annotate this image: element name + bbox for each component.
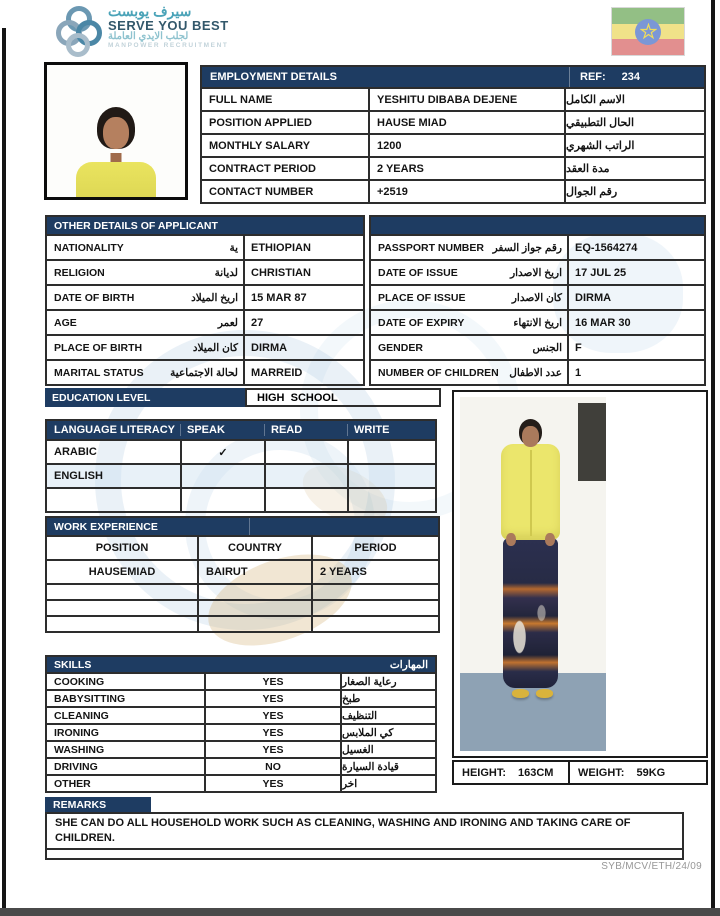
table-row <box>47 259 363 284</box>
field-label: CONTACT NUMBER <box>209 185 314 198</box>
height-field <box>454 762 570 783</box>
column-header: WRITE <box>347 424 435 436</box>
remarks-header: REMARKS <box>45 797 151 812</box>
figure-yellow-cardigan <box>501 444 560 540</box>
field-label: GENDER الجنس <box>378 341 562 354</box>
right-border-line <box>711 0 715 908</box>
star-icon <box>640 23 657 40</box>
field-value: ETHIOPIAN <box>243 236 363 259</box>
field-value: EQ-1564274 <box>567 236 704 259</box>
language-name: ENGLISH <box>54 470 103 482</box>
read-cell <box>264 489 347 511</box>
skill-label: OTHER <box>54 777 91 790</box>
table-row <box>47 439 435 463</box>
country-cell <box>197 601 311 615</box>
weight-value: 59KG <box>636 766 666 779</box>
field-arabic-label: اريخ الاصدار <box>510 266 562 279</box>
skill-arabic-label: الغسيل <box>340 742 435 757</box>
field-arabic-label: اريخ الميلاد <box>191 291 238 304</box>
country-cell <box>197 617 311 631</box>
write-cell <box>347 465 435 487</box>
table-row <box>47 359 363 384</box>
table-row <box>371 309 704 334</box>
skill-arabic-label: التنظيف <box>340 708 435 723</box>
table-row <box>47 334 363 359</box>
field-value: 1 <box>567 361 704 384</box>
field-value: DIRMA <box>243 336 363 359</box>
position-cell <box>47 585 197 599</box>
speak-checkmark: ✓ <box>180 441 264 463</box>
speak-cell <box>180 465 264 487</box>
field-value: F <box>567 336 704 359</box>
figure-face <box>522 426 539 447</box>
skill-value: NO <box>204 759 340 774</box>
height-label: HEIGHT: <box>462 766 506 779</box>
height-value: 163CM <box>518 766 554 779</box>
column-header: COUNTRY <box>197 537 311 559</box>
figure-sandal <box>512 689 529 698</box>
field-value: 27 <box>243 311 363 334</box>
column-header: READ <box>264 424 347 436</box>
field-label: MONTHLY SALARY <box>209 139 311 152</box>
skill-value: YES <box>204 674 340 689</box>
skill-label: COOKING <box>54 675 105 688</box>
country-cell <box>197 585 311 599</box>
weight-label: WEIGHT: <box>578 766 625 779</box>
logo-ring <box>66 33 90 57</box>
education-level-value: HIGH SCHOOL <box>245 388 441 407</box>
period-cell <box>311 601 438 615</box>
headshot-face <box>103 117 129 149</box>
section-title: EMPLOYMENT DETAILS <box>210 71 337 83</box>
field-arabic-label: رقم الجوال <box>564 181 704 202</box>
field-arabic-label: كان الاصدار <box>511 291 562 304</box>
field-arabic-label: مدة العقد <box>564 158 704 179</box>
field-label: DATE OF EXPIRY اريخ الانتهاء <box>378 316 562 329</box>
skill-label: DRIVING <box>54 760 98 773</box>
country-cell: BAIRUT <box>197 561 311 583</box>
field-arabic-label: الراتب الشهري <box>564 135 704 156</box>
language-name: ARABIC <box>54 446 97 458</box>
skill-arabic-label: قيادة السيارة <box>340 759 435 774</box>
other-details-header-continued <box>371 217 704 234</box>
field-value: 1200 <box>368 135 564 156</box>
other-details-right-table <box>369 215 706 386</box>
table-row <box>47 615 438 631</box>
table-row <box>47 689 435 706</box>
remarks-empty-row <box>47 850 682 858</box>
ref-value: 234 <box>621 71 641 83</box>
left-border-line <box>2 28 6 908</box>
table-row <box>371 259 704 284</box>
header-divider <box>249 518 250 535</box>
flag-star-emblem <box>635 19 661 45</box>
skill-arabic-label: كي الملابس <box>340 725 435 740</box>
field-arabic-label: كان الميلاد <box>192 341 238 354</box>
column-header: SPEAK <box>180 424 264 436</box>
table-row <box>371 334 704 359</box>
field-arabic-label: ية <box>229 241 238 254</box>
table-row <box>202 133 704 156</box>
document-reference-code: SYB/MCV/ETH/24/09 <box>601 861 702 872</box>
remarks-box <box>45 812 684 860</box>
table-row <box>202 87 704 110</box>
column-header: LANGUAGE LITERACY <box>54 424 175 436</box>
table-row <box>202 110 704 133</box>
logo-arabic-name: سيرف يوبست <box>108 3 192 19</box>
field-value: YESHITU DIBABA DEJENE <box>368 89 564 110</box>
field-arabic-label: الاسم الكامل <box>564 89 704 110</box>
field-arabic-label: لحالة الاجتماعية <box>170 366 238 379</box>
weight-field <box>570 762 706 783</box>
field-value: CHRISTIAN <box>243 261 363 284</box>
table-row <box>47 774 435 791</box>
skill-label: CLEANING <box>54 709 109 722</box>
company-logo-icon <box>56 6 104 60</box>
field-label: RELIGION لديانة <box>54 266 238 279</box>
language-literacy-header <box>47 421 435 439</box>
cardigan-button-line <box>530 450 532 536</box>
education-level-label: EDUCATION LEVEL <box>45 388 245 407</box>
headshot-yellow-shirt <box>76 162 156 200</box>
company-logo-text <box>108 4 229 50</box>
position-cell: HAUSEMIAD <box>88 566 156 578</box>
table-row <box>371 234 704 259</box>
figure-hand <box>545 533 555 546</box>
skill-value: YES <box>204 708 340 723</box>
bottom-bar <box>0 908 720 916</box>
table-row <box>47 309 363 334</box>
field-label: CONTRACT PERIOD <box>209 162 316 175</box>
table-header-row <box>47 535 438 559</box>
table-row <box>371 284 704 309</box>
applicant-fullbody-photo <box>452 390 708 758</box>
field-arabic-label: اريخ الانتهاء <box>513 316 562 329</box>
employment-details-table <box>200 65 706 204</box>
logo-name: SERVE YOU BEST <box>108 17 229 33</box>
column-header: POSITION <box>95 542 149 554</box>
skill-label: IRONING <box>54 726 99 739</box>
ref-number <box>569 67 640 87</box>
field-value: 17 JUL 25 <box>567 261 704 284</box>
language-literacy-table <box>45 419 437 513</box>
other-details-header: OTHER DETAILS OF APPLICANT <box>47 217 363 234</box>
period-cell: 2 YEARS <box>311 561 438 583</box>
field-value: +2519 <box>368 181 564 202</box>
logo-tagline: MANPOWER RECRUITMENT <box>108 41 229 49</box>
skill-value: YES <box>204 742 340 757</box>
field-arabic-label: رقم جواز السفر <box>492 241 562 254</box>
write-cell <box>347 441 435 463</box>
field-label: PLACE OF ISSUE كان الاصدار <box>378 291 562 304</box>
speak-cell <box>180 489 264 511</box>
period-cell <box>311 617 438 631</box>
read-cell <box>264 441 347 463</box>
field-value: 16 MAR 30 <box>567 311 704 334</box>
fullbody-photo-image <box>460 397 606 751</box>
work-experience-header <box>47 518 438 535</box>
table-row <box>47 672 435 689</box>
field-value: MARREID <box>243 361 363 384</box>
field-label: NATIONALITY ية <box>54 241 238 254</box>
logo-arabic-tagline: لجلب الايدي العاملة <box>108 31 189 43</box>
column-header: PERIOD <box>311 537 438 559</box>
field-arabic-label: الحال التطبيقي <box>564 112 704 133</box>
field-value: HAUSE MIAD <box>368 112 564 133</box>
skill-value: YES <box>204 776 340 791</box>
table-row <box>47 706 435 723</box>
other-details-left-table <box>45 215 365 386</box>
table-row <box>47 723 435 740</box>
field-label: FULL NAME <box>209 93 273 106</box>
skill-arabic-label: رعاية الصغار <box>340 674 435 689</box>
field-label: PASSPORT NUMBER رقم جواز السفر <box>378 241 562 254</box>
height-weight-row <box>452 760 708 785</box>
section-title: WORK EXPERIENCE <box>54 520 158 533</box>
read-cell <box>264 465 347 487</box>
ref-label: REF: <box>580 71 606 83</box>
field-label: NUMBER OF CHILDREN عدد الاطفال <box>378 366 562 379</box>
field-value: 15 MAR 87 <box>243 286 363 309</box>
skills-table <box>45 655 437 793</box>
period-cell <box>311 585 438 599</box>
table-row <box>371 359 704 384</box>
skill-label: WASHING <box>54 743 105 756</box>
figure-sandal <box>536 689 553 698</box>
field-label: MARITAL STATUS لحالة الاجتماعية <box>54 366 238 379</box>
language-name <box>47 489 180 511</box>
table-row <box>47 757 435 774</box>
skills-header <box>47 657 435 672</box>
employment-details-header <box>202 67 704 87</box>
field-value: 2 YEARS <box>368 158 564 179</box>
table-row <box>47 599 438 615</box>
section-title: SKILLS <box>54 658 92 671</box>
figure-patterned-skirt <box>503 538 558 688</box>
field-label: DATE OF BIRTH اريخ الميلاد <box>54 291 238 304</box>
table-row <box>47 487 435 511</box>
figure-hand <box>506 533 516 546</box>
work-experience-table <box>45 516 440 633</box>
skill-label: BABYSITTING <box>54 692 126 705</box>
field-label: POSITION APPLIED <box>209 116 312 129</box>
table-row <box>47 463 435 487</box>
section-title-arabic: المهارات <box>389 658 428 671</box>
field-arabic-label: عدد الاطفال <box>509 366 562 379</box>
field-label: PLACE OF BIRTH كان الميلاد <box>54 341 238 354</box>
skill-arabic-label: طبخ <box>340 691 435 706</box>
field-value: DIRMA <box>567 286 704 309</box>
table-row <box>47 740 435 757</box>
field-label: DATE OF ISSUE اريخ الاصدار <box>378 266 562 279</box>
remarks-text: SHE CAN DO ALL HOUSEHOLD WORK SUCH AS CLEANING, WASHING AND IRONING AND TAKING CARE OF CHILDREN. <box>47 814 682 850</box>
position-cell <box>47 601 197 615</box>
table-row <box>202 179 704 202</box>
table-row <box>202 156 704 179</box>
write-cell <box>347 489 435 511</box>
field-arabic-label: الجنس <box>532 341 562 354</box>
field-arabic-label: لديانة <box>214 266 238 279</box>
ethiopia-flag <box>612 8 684 55</box>
position-cell <box>47 617 197 631</box>
field-arabic-label: لعمر <box>217 316 238 329</box>
table-row <box>47 234 363 259</box>
photo-door-edge <box>578 403 606 481</box>
applicant-headshot-photo <box>44 62 188 200</box>
table-row <box>47 284 363 309</box>
skill-value: YES <box>204 691 340 706</box>
skill-value: YES <box>204 725 340 740</box>
field-label: AGE لعمر <box>54 316 238 329</box>
table-row <box>47 583 438 599</box>
table-row <box>47 559 438 583</box>
skill-arabic-label: اخر <box>340 776 435 791</box>
